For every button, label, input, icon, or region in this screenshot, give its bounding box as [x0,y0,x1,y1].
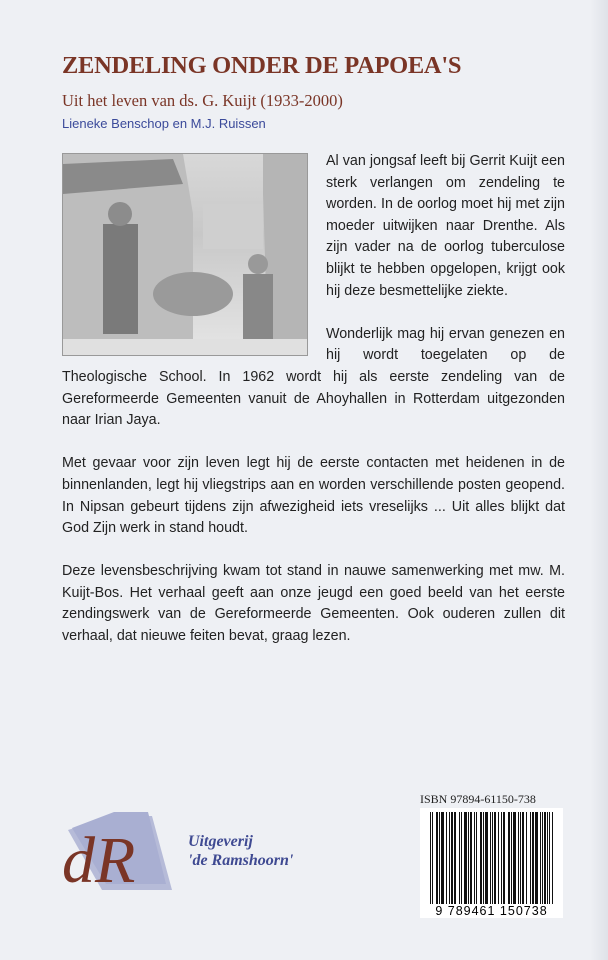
isbn-label: ISBN 97894-61150-738 [420,792,536,806]
barcode-bar [436,812,438,904]
barcode-bar [432,812,433,904]
barcode-bar [511,812,512,904]
barcode-bar [490,812,491,904]
barcode-bar [526,812,527,904]
barcode-bar [522,812,524,904]
barcode-bar [532,812,534,904]
svg-text:dR: dR [62,824,136,897]
barcode-bar [446,812,447,904]
book-subtitle: Uit het leven van ds. G. Kuijt (1933-2000) [62,91,343,110]
barcode-bar [441,812,444,904]
barcode-bar [540,812,541,904]
barcode-bar [544,812,546,904]
barcode-bar [470,812,472,904]
barcode-bar [549,812,550,904]
book-title: ZENDELING ONDER DE PAPOEA'S [62,52,462,79]
barcode-bar [494,812,496,904]
cover-illustration [62,153,308,356]
barcode-bar [503,812,505,904]
blurb-paragraph: Met gevaar voor zijn leven legt hij de eerste contacten met heidenen in de binnenlanden, legt hij vliegstrips aan en worden verschillende posten geopend. In Nipsan gebeurt tijdens zijn afwezigheid iets vreselijks ... Uit alles blijkt dat God Zijn werk in stand houdt. [62,455,565,537]
barcode-bar [552,812,553,904]
barcode-bar [454,812,456,904]
barcode-bar [513,812,516,904]
barcode-bar [501,812,502,904]
barcode-bar [464,812,467,904]
barcode-bar [535,812,538,904]
barcode-bar [468,812,469,904]
publisher-name [188,832,293,870]
blurb-paragraph: Wonderlijk mag hij ervan genezen en hij wordt toegelaten op de Theologische School. In 1962 wordt hij als eerste zendeling van de Gereformeerde Gemeenten vanuit de Ahoyhallen in Rotterdam uitgezonden naar Irian Jaya. [62,325,565,429]
blurb-paragraph: Deze levensbeschrijving kwam tot stand in nauwe samenwerking met mw. M. Kuijt-Bos. Het verhaal geeft aan onze jeugd een goed beeld van het eerste zendingswerk van de Gereformeerde Gemeenten. Ook ouderen zullen dit verhaal, dat nieuwe feiten bevat, graag lezen. [62,563,565,645]
barcode-bar [518,812,519,904]
barcode-bar [508,812,510,904]
barcode-bar [547,812,548,904]
barcode-bar [430,812,431,904]
barcode-bar [449,812,450,904]
barcode-number: 9 789461 150738 [420,904,563,918]
barcode [420,808,563,918]
barcode-bar [483,812,484,904]
barcode-bar [461,812,462,904]
barcode-bar [474,812,475,904]
barcode-bar [542,812,543,904]
book-authors: Lieneke Benschop en M.J. Ruissen [62,116,266,131]
barcode-bar [451,812,453,904]
barcode-bar [476,812,477,904]
barcode-bar [439,812,440,904]
book-spine-edge [590,0,608,960]
barcode-bar [530,812,531,904]
barcode-bar [520,812,521,904]
publisher-logo [62,808,172,903]
publisher-line-2: 'de Ramshoorn' [188,852,294,869]
barcode-bar [459,812,460,904]
barcode-bar [498,812,499,904]
barcode-bar [480,812,482,904]
blurb-paragraph: Al van jongsaf leeft bij Gerrit Kuijt een sterk verlangen om zendeling te worden. In de oorlog moet hij met zijn moeder uitwijken naar Drenthe. Als zijn vader na de oorlog tuberculose blijkt te hebben opgelopen, krijgt ook hij deze besmettelijke ziekte. [326,153,565,299]
publisher-line-1: Uitgeverij [188,833,253,850]
barcode-bar [492,812,493,904]
barcode-bar [485,812,488,904]
blurb [62,151,565,669]
